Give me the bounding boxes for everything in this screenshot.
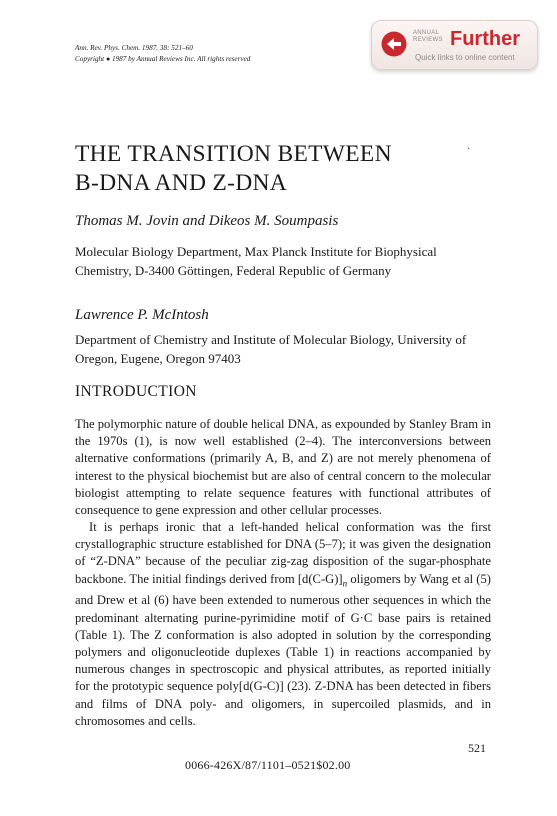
journal-citation [75,43,250,64]
footer-code: 0066-426X/87/1101–0521$02.00 [185,758,351,772]
page-number: 521 [468,741,486,755]
subscript-n: n [342,578,348,589]
citation-line-2 [75,54,250,65]
further-quick-links-badge[interactable] [371,20,538,70]
authors-group-1: Thomas M. Jovin and Dikeos M. Soumpasis [75,213,339,229]
copyright-text: 1987 by Annual Reviews Inc. All rights reserved [111,54,251,63]
annual-reviews-logo-icon [381,31,407,57]
stray-dot: · [467,144,471,155]
authors-group-2: Lawrence P. McIntosh [75,307,209,323]
intro-paragraph-1: The polymorphic nature of double helical DNA, as expounded by Stanley Bram in the 1970s (1), is now well established (2–4). The interconversions between alternative conformations (primarily A, B, and Z) are not merely phenomena of interest to the physical biochemist but are also of central concern to the molecular biologist attempting to relate sequence features with functional attributes of consequence to gene expression and other cellular processes. [75,417,491,518]
paragraph-2-text-a: It is perhaps ironic that a left-handed helical conformation was the first crystallographic structure established for DNA (5–7); it was given the designation of “Z-DNA” because of the peculiar zig-zag disposition of the sugar-phosphate backbone. The initial findings derived from [d(C-G)] [75,520,491,586]
title-line-1: THE TRANSITION BETWEEN [75,141,392,167]
citation-line-1: Ann. Rev. Phys. Chem. 1987. 38: 521–60 [75,44,193,52]
section-heading-introduction: INTRODUCTION [75,383,197,400]
badge-subtitle: Quick links to online content [415,53,515,62]
affiliation-2: Department of Chemistry and Institute of Molecular Biology, University of Oregon, Eugene, Oregon 97403 [75,332,467,366]
badge-title: Further [450,28,520,50]
title-line-2: B-DNA AND Z-DNA [75,170,288,196]
affiliation-1: Molecular Biology Department, Max Planck Institute for Biophysical Chemistry, D-3400 Göttingen, Federal Republic of Germany [75,244,437,278]
copyright-bullet: ● [105,54,111,63]
paragraph-2-text-b: oligomers by Wang et al (5) and Drew et al (6) have been extended to numerous other sequences in which the predominant alternating purine-pyrimidine motif of G·C base pairs is retained (Table 1). The Z conformation is also adopted in solution by the corresponding polymers and oligonucleotide duplexes (Table 1) in reactions accompanied by numerous changes in spectroscopic and physical attributes, as reported initially for the prototypic sequence poly[d(G-C)] (23). Z-DNA has been detected in fibers and films of DNA poly- and oligomers, in supercoiled plasmids, and in chromosomes and cells. [75,571,491,728]
badge-brand-name: ANNUAL REVIEWS [413,30,443,43]
article-title [75,140,392,198]
copyright-label: Copyright [75,54,105,63]
intro-paragraph-2 [75,519,491,730]
